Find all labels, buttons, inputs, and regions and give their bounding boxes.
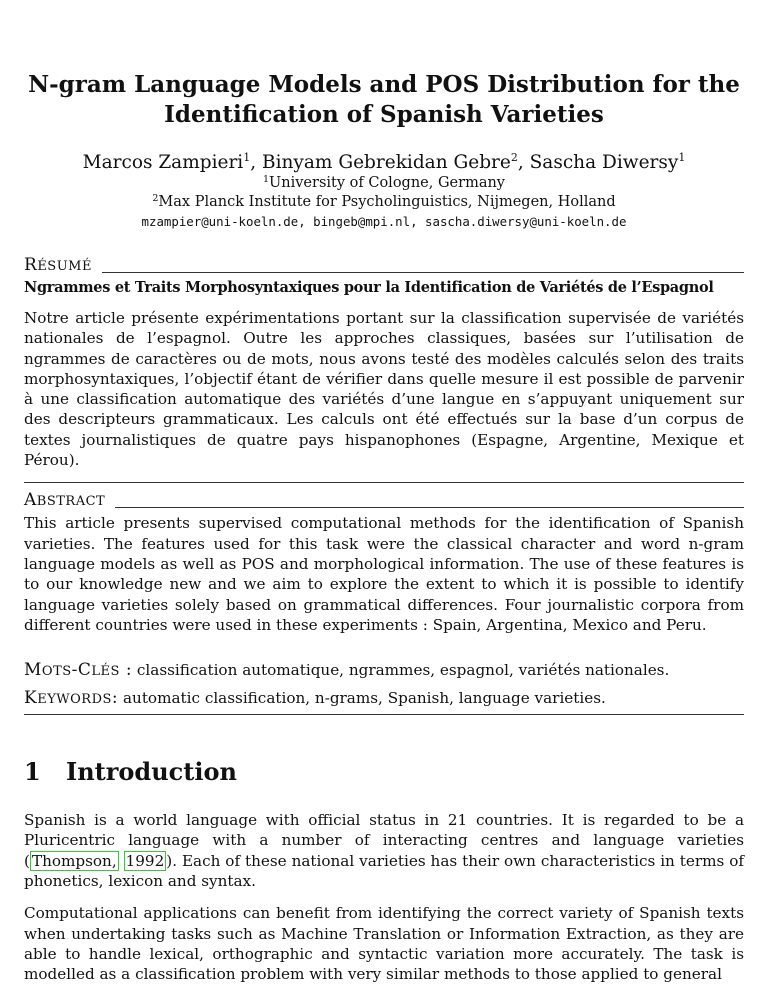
author-3: Sascha Diwersy (529, 152, 679, 173)
resume-text: Notre article présente expérimentations portant sur la classification supervisée de variétés nationales de l’espagnol. Outre les approches classiques, basées sur l’utilisation de ngrammes de caractères ou de mots, nous avons testé des modèles calculés selon des traits morphosyntaxiques, l’objectif étant de vérifier dans quelle mesure il est possible de parvenir à une classification automatique des variétés d’une langue en s’appuyant uniquement sur des descripteurs grammaticaux. Les calculs ont été effectués sur la base d’un corpus de textes journalistiques de quatre pays hispanophones (Espagne, Argentine, Mexique et Pérou). (24, 309, 744, 470)
author-emails: mzampier@uni-koeln.de, bingeb@mpi.nl, sascha.diwersy@uni-koeln.de (141, 214, 627, 229)
keywords-line (24, 687, 744, 711)
author-list (24, 152, 744, 174)
section-number: 1 (24, 757, 41, 787)
title-line-2: Identification of Spanish Varieties (164, 101, 604, 128)
abstract-text: This article presents supervised computational methods for the identification of Spanish varieties. The features used for this task were the classical character and word n-gram language models as well as POS and morphological information. The use of these features is to our knowledge new and we aim to explore the extent to which it is possible to identify language varieties solely based on grammatical differences. Four journalistic corpora from different countries were used in these experiments : Spain, Argentina, Mexico and Peru. (24, 514, 744, 634)
keywords-label: KEYWORDS: (24, 688, 119, 709)
affiliation-2 (24, 193, 744, 212)
affiliation-1 (24, 174, 744, 193)
affiliation-1-marker: 1 (263, 174, 270, 185)
abstract-heading-rule (115, 507, 744, 508)
section-title: Introduction (66, 757, 237, 787)
keywords-block (24, 659, 744, 711)
author-1: Marcos Zampieri (82, 152, 244, 173)
intro-paragraph-1: Spanish is a world language with official status in 21 countries. It is regarded to be a Pluricentric language with a number of interacting centres and language varieties ( Thompson, 1992 ). Each of these national varieties has their own characteristics in terms of phonetics, lexicon and syntax. (24, 811, 745, 891)
author-separator: , (517, 152, 530, 173)
mots-cles-line (24, 659, 744, 683)
resume-subtitle: Ngrammes et Traits Morphosyntaxiques pour la Identification de Variétés de l’Espagnol (24, 279, 714, 296)
affiliation-2-marker: 2 (152, 193, 159, 204)
mots-cles-values: classification automatique, ngrammes, espagnol, variétés nationales. (136, 661, 670, 680)
intro-paragraph-2: Computational applications can benefit from identifying the correct variety of Spanish texts when undertaking tasks such as Machine Translation or Information Extraction, as they are able to handle lexical, orthographic and syntactic variation more accurately. The task is modelled as a classification problem with very similar methods to those applied to general (24, 904, 744, 984)
author-2: Binyam Gebrekidan Gebre (262, 152, 511, 173)
section-heading-introduction (24, 757, 744, 787)
keywords-divider (24, 714, 744, 715)
author-separator: , (250, 152, 262, 173)
author-1-affil-marker: 1 (243, 151, 251, 164)
resume-heading (24, 255, 744, 277)
author-3-affil-marker: 1 (678, 151, 686, 164)
resume-divider (24, 482, 744, 483)
abstract-heading (24, 490, 744, 512)
affiliation-1-text: University of Cologne, Germany (269, 175, 505, 191)
paper-title (24, 70, 744, 130)
keywords-values: automatic classification, n-grams, Spanish, language varieties. (122, 689, 606, 708)
paper-page (24, 0, 744, 994)
mots-cles-label: MOTS-CLÉS : (24, 660, 133, 681)
abstract-heading-label: ABSTRACT (24, 490, 106, 511)
citation-link-thompson[interactable]: Thompson, (31, 851, 117, 870)
citation-link-year[interactable]: 1992 (125, 851, 165, 870)
affiliation-2-text: Max Planck Institute for Psycholinguistics, Nijmegen, Holland (158, 194, 616, 210)
title-line-1: N-gram Language Models and POS Distribution for the (28, 71, 740, 98)
resume-heading-label: RÉSUMÉ (24, 255, 92, 275)
author-2-affil-marker: 2 (510, 151, 518, 164)
resume-heading-rule (102, 272, 744, 273)
